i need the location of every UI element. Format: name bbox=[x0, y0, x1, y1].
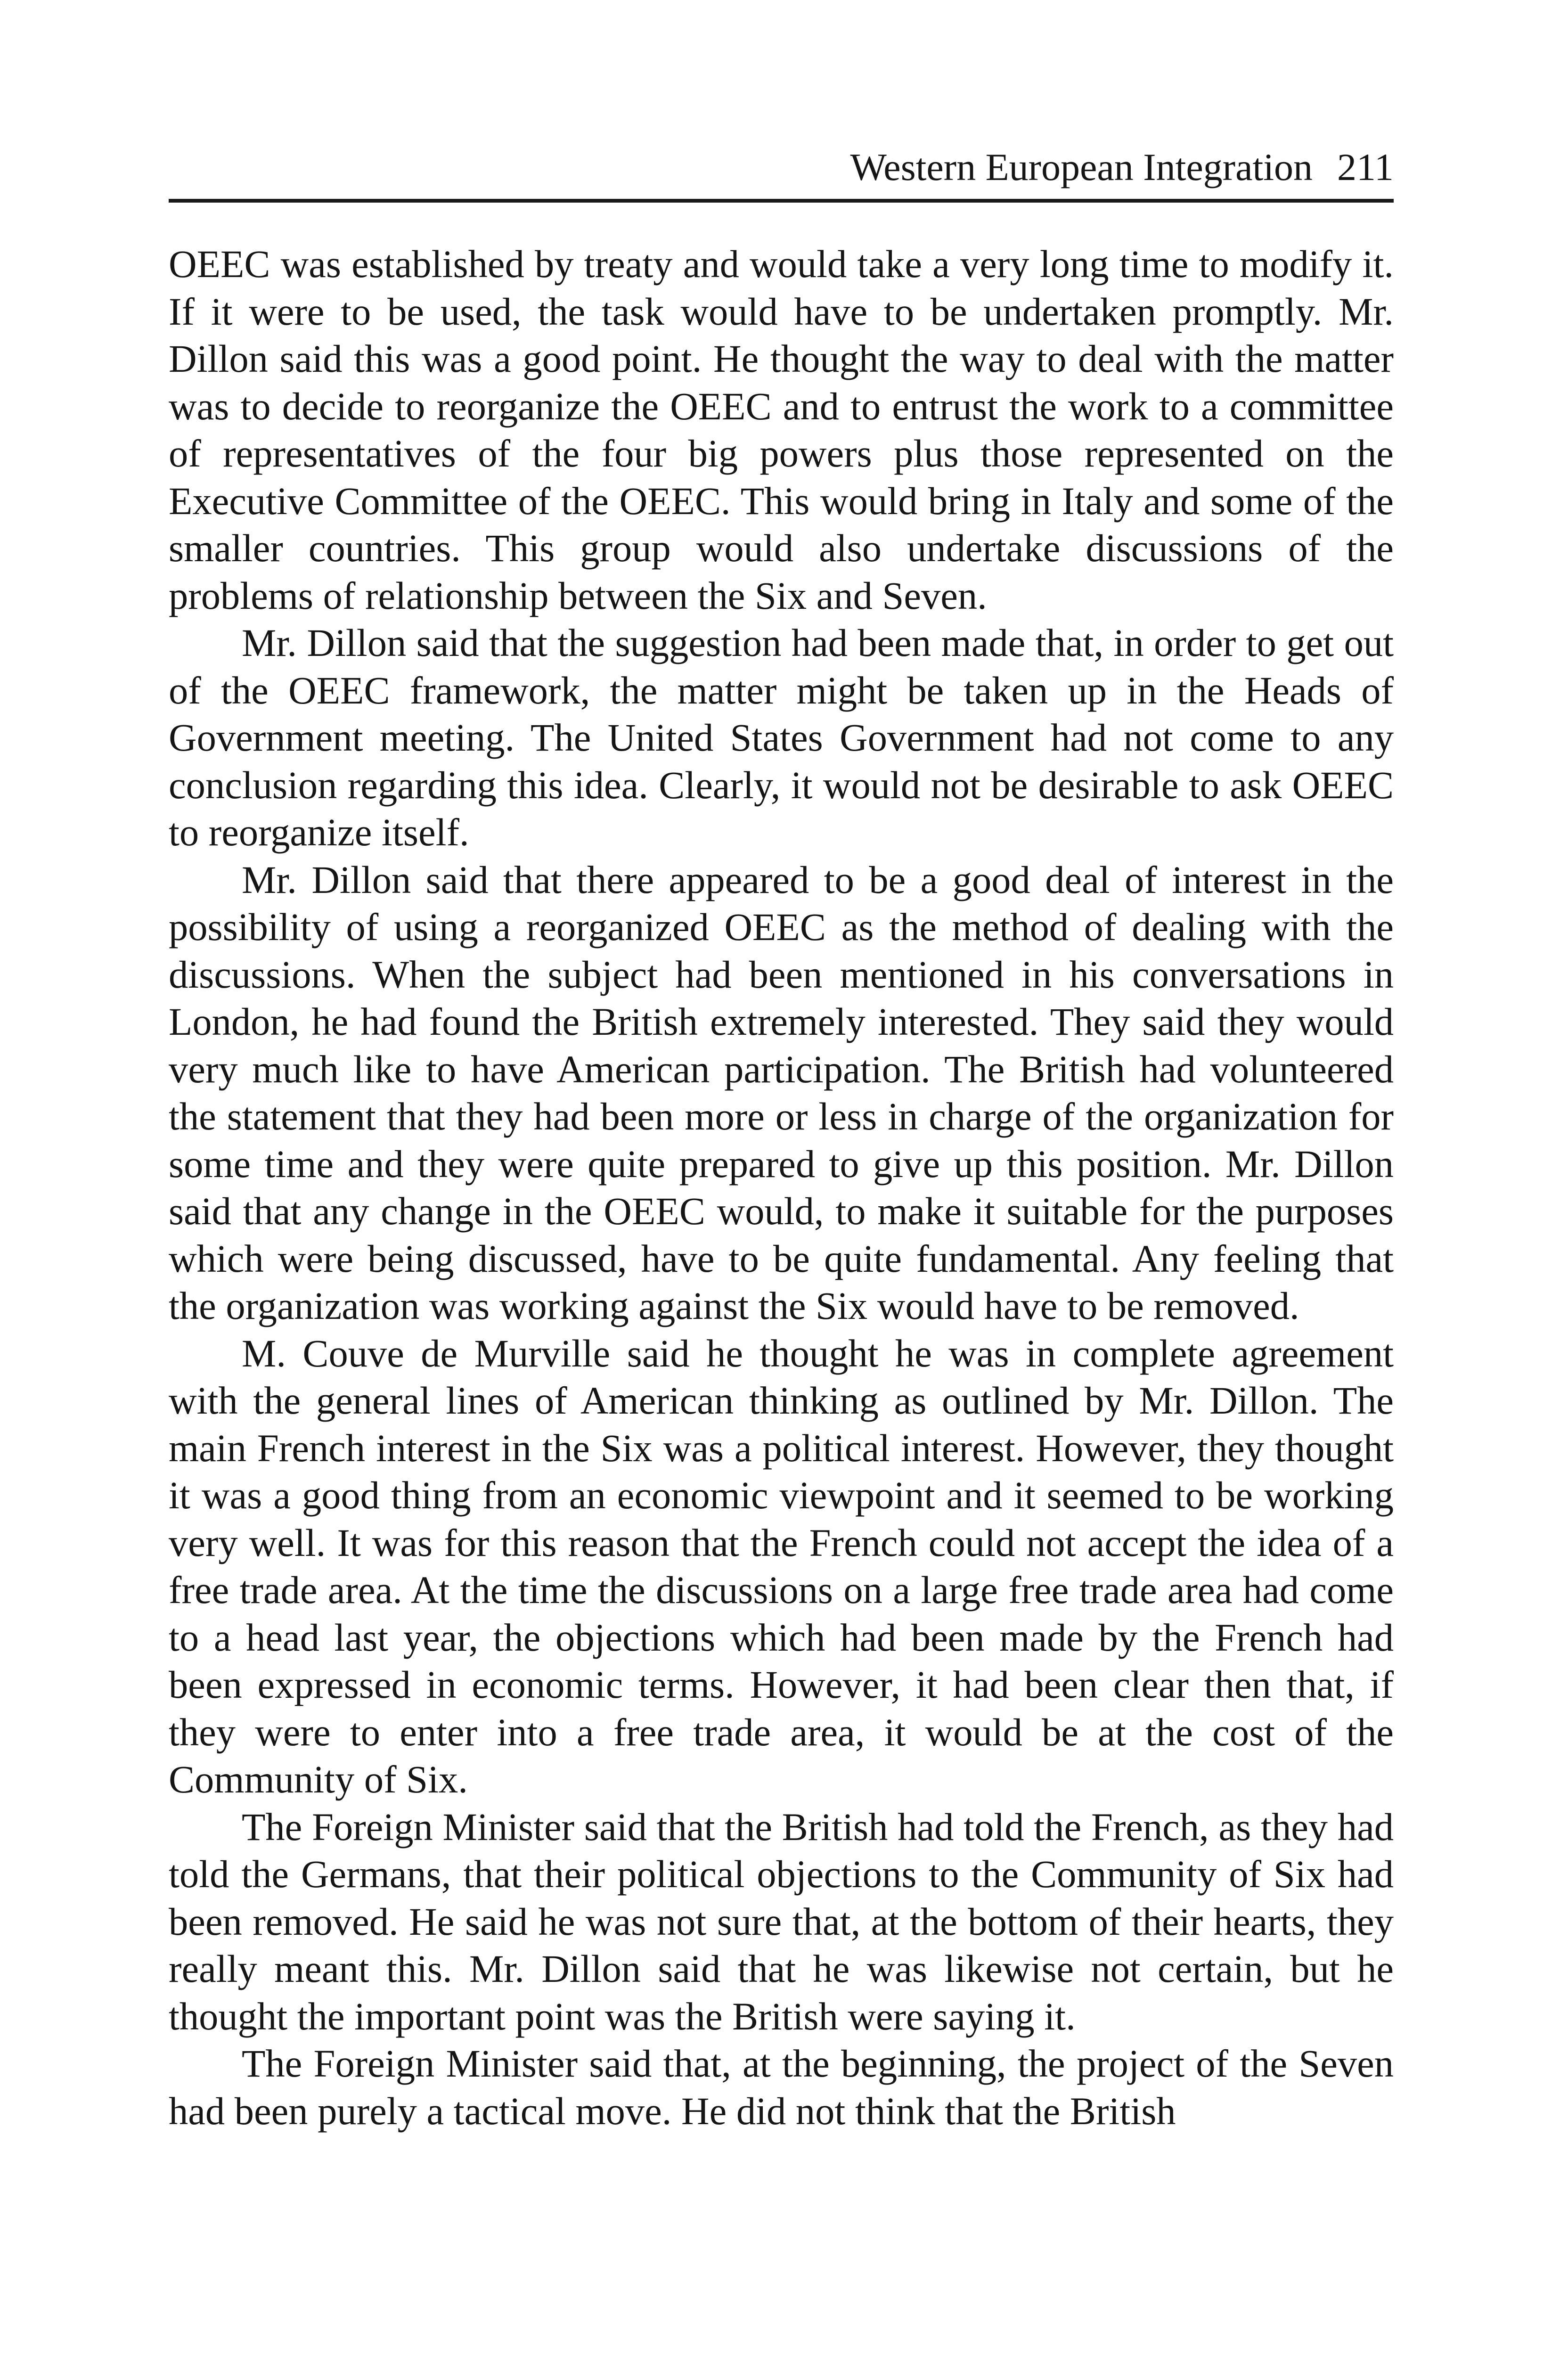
paragraph: The Foreign Minister said that the British had told the French, as they had told the Germans, that their political objections to the Community of Six had been removed. He said he was not sure that, at the bottom of their hearts, they really meant this. Mr. Dillon said that he was likewise not certain, but he thought the important point was the British were saying it. bbox=[169, 1805, 1394, 2038]
paragraph: M. Couve de Murville said he thought he was in complete agreement with the general lines of American thinking as outlined by Mr. Dillon. The main French interest in the Six was a political interest. However, they thought it was a good thing from an economic viewpoint and it seemed to be working very well. It was for this reason that the French could not accept the idea of a free trade area. At the time the discussions on a large free trade area had come to a head last year, the objections which had been made by the French had been expressed in economic terms. However, it had been clear then that, if they were to enter into a free trade area, it would be at the cost of the Community of Six. bbox=[169, 1331, 1394, 1801]
paragraph: Mr. Dillon said that there appeared to be a good deal of interest in the possibility of using a reorganized OEEC as the method of dealing with the discussions. When the subject had been mentioned in his conversations in London, he had found the British extremely interested. They said they would very much like to have American participation. The British had volunteered the statement that they had been more or less in charge of the organization for some time and they were quite prepared to give up this position. Mr. Dillon said that any change in the OEEC would, to make it suitable for the purposes which were being discussed, have to be quite fundamental. Any feeling that the organization was working against the Six would have to be removed. bbox=[169, 858, 1394, 1327]
paragraph-continuation: OEEC was established by treaty and would take a very long time to modify it. If it were to be used, the task would have to be undertaken promptly. Mr. Dillon said this was a good point. He thought the way to deal with the matter was to decide to reorganize the OEEC and to entrust the work to a committee of representatives of the four big powers plus those represented on the Executive Committee of the OEEC. This would bring in Italy and some of the smaller countries. This group would also undertake discussions of the problems of relationship between the Six and Seven. bbox=[169, 242, 1394, 617]
paragraph: Mr. Dillon said that the suggestion had been made that, in order to get out of the OEEC framework, the matter might be taken up in the Heads of Government meeting. The United States Government had not come to any conclusion regarding this idea. Clearly, it would not be desirable to ask OEEC to reorganize itself. bbox=[169, 621, 1394, 854]
body-text bbox=[169, 240, 1394, 2135]
running-head-title: Western European Integration bbox=[850, 146, 1313, 188]
page-number: 211 bbox=[1337, 146, 1394, 188]
paragraph: The Foreign Minister said that, at the beginning, the project of the Seven had been purely a tactical move. He did not think that the British bbox=[169, 2042, 1394, 2133]
running-head bbox=[169, 141, 1394, 203]
